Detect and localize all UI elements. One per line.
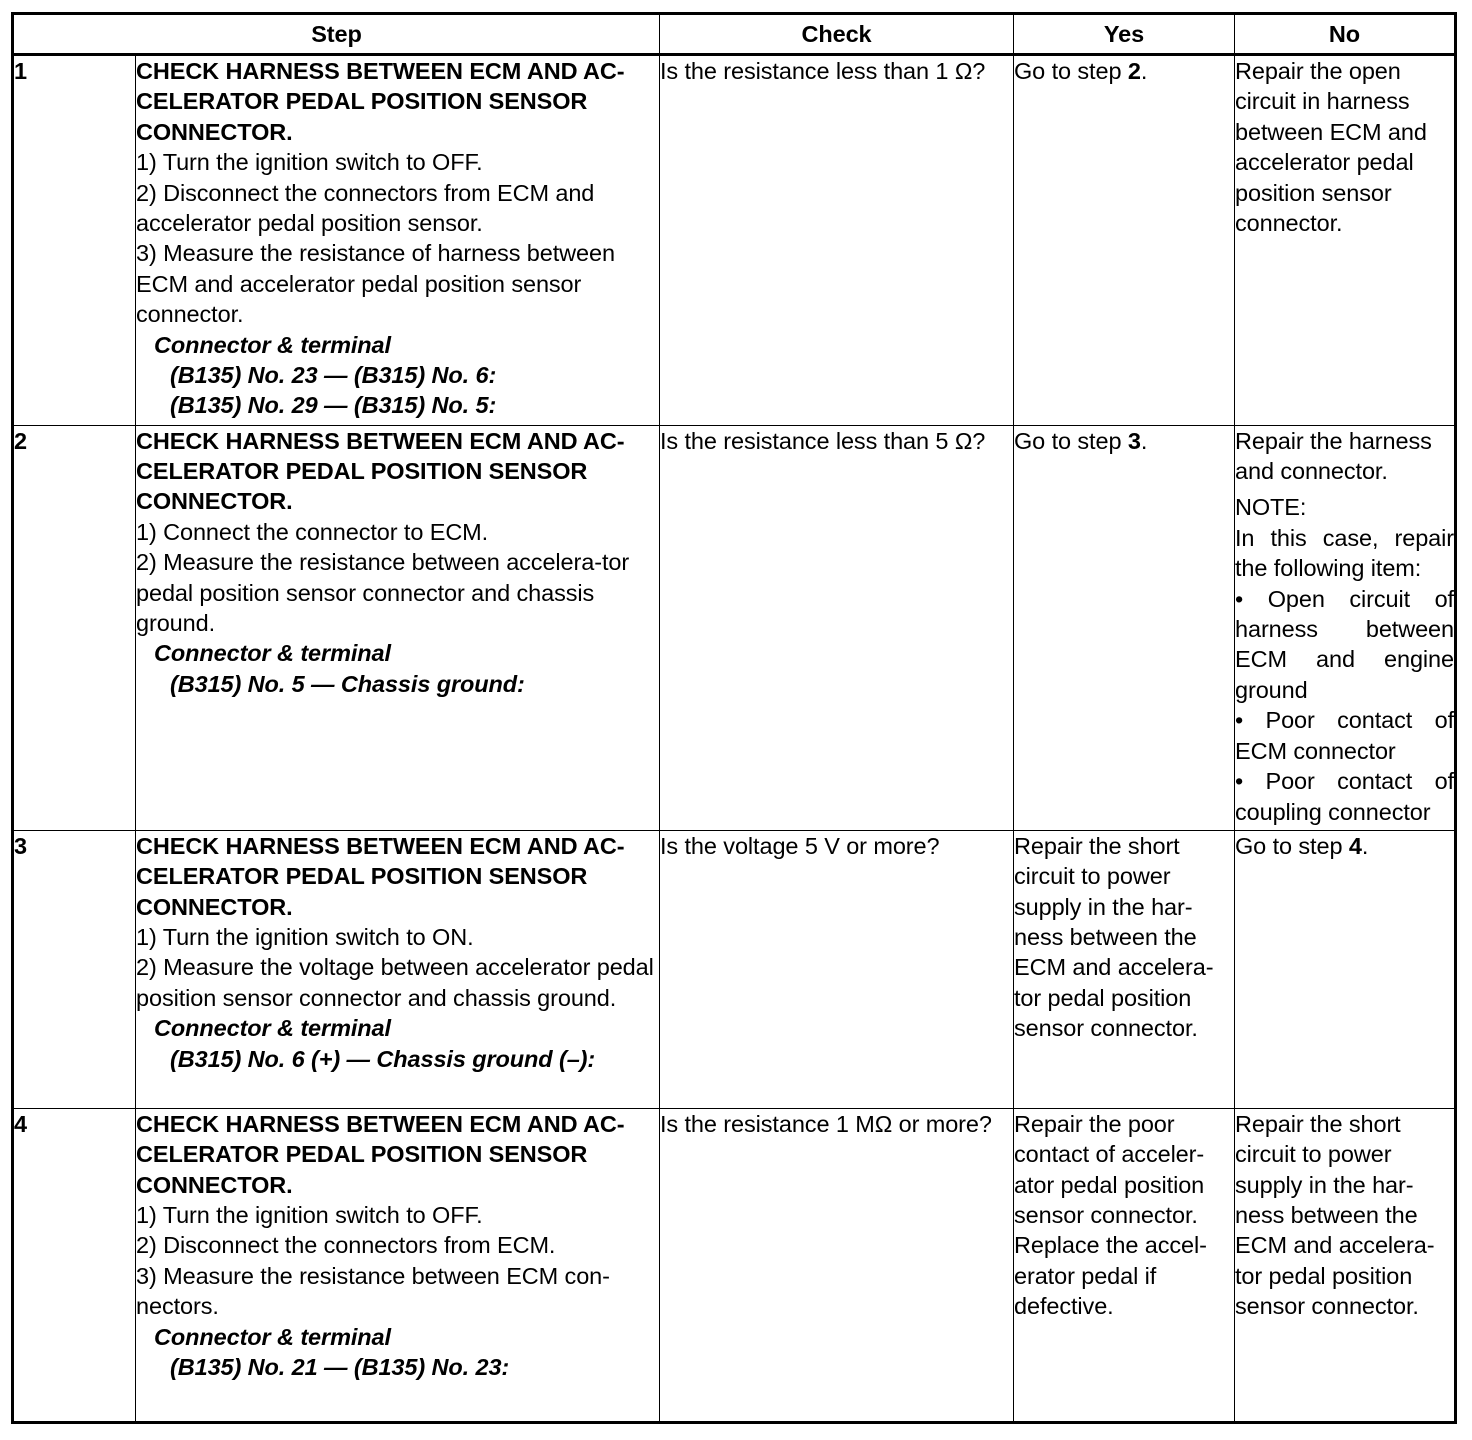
connector-terminal: (B135) No. 21 — (B135) No. 23: — [170, 1354, 510, 1380]
no-prefix: Go to step — [1235, 832, 1349, 859]
step-instruction: 3) Measure the resistance between ECM con-nectors. — [136, 1262, 610, 1320]
step-number: 4 — [13, 1108, 136, 1422]
yes-action: Repair the poor contact of acceler-ator pedal position sensor connector. Replace the accel-erator pedal if defective. — [1014, 1110, 1207, 1320]
step-description — [136, 1108, 660, 1422]
step-description — [136, 425, 660, 830]
step-title: CHECK HARNESS BETWEEN ECM AND AC-CELERATOR PEDAL POSITION SENSOR CONNECTOR. — [136, 1110, 625, 1198]
yes-step-ref: 3 — [1127, 427, 1141, 454]
check-cell — [660, 830, 1014, 1108]
yes-step-ref: 2 — [1127, 58, 1141, 84]
check-cell — [660, 55, 1014, 426]
step-description — [136, 830, 660, 1108]
note-label: NOTE: — [1235, 494, 1307, 521]
header-step: Step — [13, 14, 660, 55]
step-instruction: 1) Turn the ignition switch to OFF. — [136, 1201, 483, 1228]
connector-terminal: (B135) No. 23 — (B315) No. 6: — [170, 362, 497, 389]
yes-prefix: Go to step — [1014, 427, 1128, 454]
no-cell — [1235, 1108, 1456, 1422]
check-question: Is the resistance less than 5 Ω? — [660, 427, 986, 454]
no-action — [1235, 831, 1454, 861]
note-bullet: • Poor contact of ECM connector — [1235, 707, 1454, 764]
yes-cell — [1014, 830, 1235, 1108]
check-cell — [660, 425, 1014, 830]
step-instruction: 2) Disconnect the connectors from ECM. — [136, 1232, 556, 1259]
table-row — [13, 1108, 1456, 1422]
yes-cell — [1014, 55, 1235, 426]
no-cell — [1235, 55, 1456, 426]
step-title: CHECK HARNESS BETWEEN ECM AND AC-CELERATOR PEDAL POSITION SENSOR CONNECTOR. — [136, 832, 625, 920]
step-title: CHECK HARNESS BETWEEN ECM AND AC-CELERATOR PEDAL POSITION SENSOR CONNECTOR. — [136, 58, 625, 145]
step-instruction: 2) Disconnect the connectors from ECM and accelerator pedal position sensor. — [136, 179, 595, 237]
yes-action: Repair the short circuit to power supply in the har-ness between the ECM and accelera-tor pedal position sensor connector. — [1014, 832, 1214, 1042]
header-check: Check — [660, 14, 1014, 55]
note-text: In this case, repair the following item: — [1235, 524, 1454, 582]
table-row — [13, 425, 1456, 830]
note-bullet: • Open circuit of harness between ECM and engine ground — [1235, 585, 1454, 703]
step-number: 2 — [13, 425, 136, 830]
no-suffix: . — [1361, 832, 1369, 859]
connector-label: Connector & terminal — [154, 331, 391, 358]
yes-cell — [1014, 425, 1235, 830]
step-instruction: 2) Measure the resistance between accelera-tor pedal position sensor connector and chassis ground. — [136, 549, 630, 637]
table-row — [13, 55, 1456, 426]
yes-action — [1014, 56, 1234, 86]
no-action: Repair the short circuit to power supply in the har-ness between the ECM and accelera-tor pedal position sensor connector. — [1235, 1110, 1435, 1320]
diagnostic-table — [11, 12, 1457, 1424]
header-yes: Yes — [1014, 14, 1235, 55]
header-no: No — [1235, 14, 1456, 55]
no-cell — [1235, 425, 1456, 830]
step-instruction: 1) Turn the ignition switch to OFF. — [136, 149, 483, 176]
yes-suffix: . — [1140, 58, 1148, 84]
no-step-ref: 4 — [1348, 832, 1362, 859]
header-row — [13, 14, 1456, 55]
check-cell — [660, 1108, 1014, 1422]
check-question: Is the resistance 1 MΩ or more? — [660, 1110, 992, 1137]
yes-action — [1014, 426, 1234, 456]
step-description — [136, 55, 660, 426]
step-number: 1 — [13, 55, 136, 426]
step-instruction: 1) Connect the connector to ECM. — [136, 518, 489, 545]
check-question: Is the voltage 5 V or more? — [660, 832, 940, 859]
connector-terminal: (B315) No. 5 — Chassis ground: — [170, 670, 525, 697]
step-instruction: 3) Measure the resistance of harness between ECM and accelerator pedal position sensor connector. — [136, 240, 615, 328]
step-title: CHECK HARNESS BETWEEN ECM AND AC-CELERATOR PEDAL POSITION SENSOR CONNECTOR. — [136, 427, 625, 515]
note-bullet: • Poor contact of coupling connector — [1235, 768, 1454, 825]
no-cell — [1235, 830, 1456, 1108]
step-instruction: 2) Measure the voltage between accelerator pedal position sensor connector and chassis ground. — [136, 954, 654, 1011]
connector-label: Connector & terminal — [154, 1015, 391, 1042]
check-question: Is the resistance less than 1 Ω? — [660, 58, 986, 84]
yes-suffix: . — [1140, 427, 1148, 454]
table-row — [13, 830, 1456, 1108]
no-action: Repair the open circuit in harness between ECM and accelerator pedal position sensor connector. — [1235, 58, 1427, 237]
step-instruction: 1) Turn the ignition switch to ON. — [136, 924, 474, 950]
connector-terminal: (B135) No. 29 — (B315) No. 5: — [170, 392, 497, 419]
no-action: Repair the harness and connector. — [1235, 427, 1432, 485]
yes-cell — [1014, 1108, 1235, 1422]
step-number: 3 — [13, 830, 136, 1108]
connector-label: Connector & terminal — [154, 1323, 391, 1350]
connector-terminal: (B315) No. 6 (+) — Chassis ground (–): — [170, 1045, 596, 1072]
yes-prefix: Go to step — [1014, 58, 1128, 84]
connector-label: Connector & terminal — [154, 640, 391, 667]
